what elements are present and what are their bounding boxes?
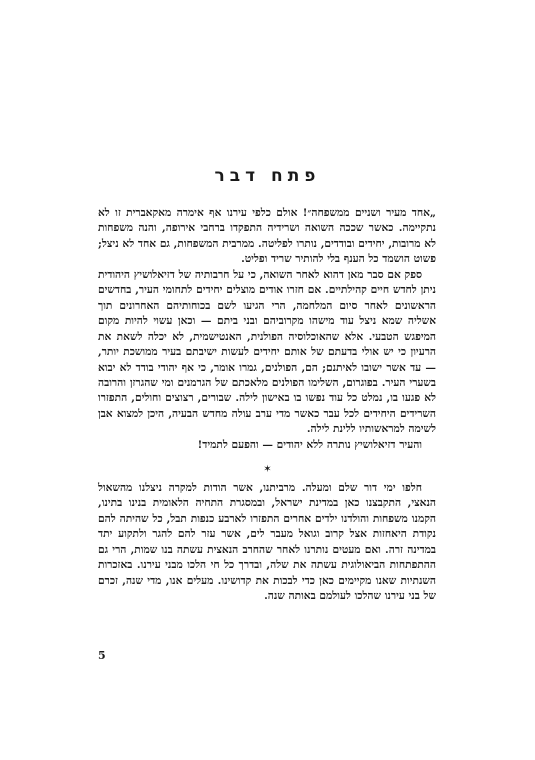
section-1-text	[98, 206, 436, 453]
paragraph-2: ספק אם סבר מאן דהוא לאחר השואה, כי על חרבותיה של דזיאלושיץ היהודית ניתן לחדש חיים קהילתיים. אם חזרו אודים מוצלים יחידים לתחומי העיר, בחדשים הראשונים לאחר סיום המלחמה, הרי הגיעו לשם בכוחותיהם האחרונים תוך אשליה שמא ניצל עוד מישהו מקרוביהם ובני ביתם — וכאן עשוי להיות מקום המיפגש הטבעי. אלא שהאוכלוסיה הפולנית, האנטישמית, לא יכלה לשאת את הרעיון כי יש אולי בדעתם של אותם יחידים לעשות ישיבתם בעיר ממושכת יותר, — עד אשר ישובו לאיתנם; הם, הפולנים, גמרו אומר, כי אף יהודי בודד לא יבוא בשערי העיר. בפוגרום, השלימו הפולנים מלאכתם של הגרמנים ומי שהגרזן והרובה לא פגעו בו, נמלט כל עוד נפשו בו באישון לילה. שבורים, רצוצים וחולים, התפזרו השרידים היחידים לכל עבר כאשר מדי ערב עולה מחדש הבעיה, היכן למצוא אבן לשימה למראשותיו ללינת לילה.	[98, 268, 436, 436]
section-2-text	[98, 481, 436, 605]
paragraph-1: „אחד מעיר ושניים ממשפחה״! אולם כלפי עירנו אף אימרה מאקאברית זו לא נתקיימה. כאשר שככה השואה ושרידיה התפקדו ברחבי אירופה, והנה משפחות לא מרובות, יחידים ובודדים, נותרו לפליטה. ממרבית המשפחות, גם אחד לא ניצל; פשוט הושמד כל הענף בלי להותיר שריד ופליט.	[98, 207, 436, 266]
page-number: 5	[98, 649, 106, 662]
section-divider-star: ✶	[263, 464, 272, 475]
paragraph-4: חלפו ימי דור שלם ומעלה. מרביתנו, אשר הודות למקרה ניצלנו מהשאול הנאצי, התקבצנו כאן במדינת ישראל, ובמסגרת התחיה הלאומית בנינו בתינו, הקמנו משפחות והולדנו ילדים אחרים התפזרו לארבע כנפות תבל, כל שהיתה להם נקודת היאחזות אצל קרוב וגואל מעבר לים, אשר עזר להם להגר ולתקוע יתד במדינה זרה. ואם מעטים נותרנו לאחר שהחרב הנאצית עשתה בנו שמות, הרי גם ההתפתחות הביאולוגית עשתה את שלה, ובדרך כל חי הלכו מבני עירנו. באזכרות השנתיות שאנו מקיימים כאן כדי לבכות את קדושינו. מעלים אנו, מדי שנה, זכרם של בני עירנו שהלכו לעולמם באותה שנה.	[98, 482, 436, 603]
paragraph-3: והעיר דזיאלושיץ נותרה ללא יהודים — והפעם לתמיד!	[197, 438, 422, 451]
page-title: פתח דבר	[214, 166, 321, 186]
